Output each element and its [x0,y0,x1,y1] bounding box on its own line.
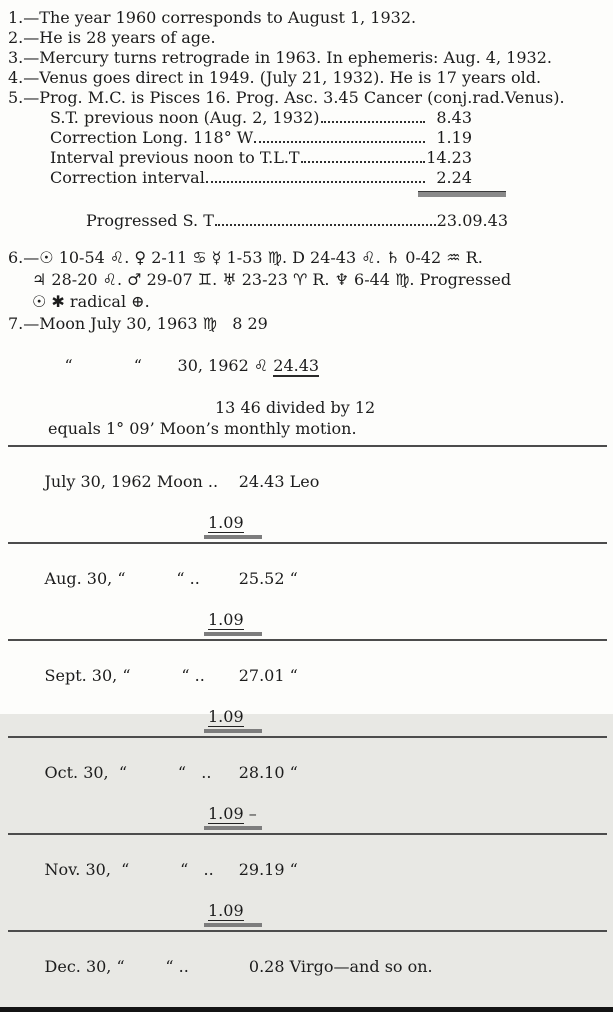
row-value: 29.19 [238,860,285,879]
motion-underline-bar [204,632,262,636]
planet-positions-line-1: 6.—☉ 10-54 ♌. ♀ 2-11 ♋ ☿ 1-53 ♍. D 24-43 ♌. ♄ 0-42 ♒ R. [8,248,483,267]
row-motion: 1.09 [208,707,244,726]
progressed-st-line [86,211,508,231]
row-sign: “ [284,666,298,685]
moon-1963-line: 7.—Moon July 30, 1963 ♍ 8 29 [8,314,268,333]
list-item-2: 2.—He is 28 years of age. [8,28,216,47]
row-sign: Leo [284,472,320,491]
dotted-leader [206,181,425,183]
dotted-leader [254,141,425,143]
table-row-october [8,738,607,835]
row-motion: 1.09 [208,901,244,920]
table-row-july [8,447,607,544]
row-motion: 1.09 [208,513,244,532]
dotted-leader [301,161,425,163]
moon-1962-value: 24.43 [273,356,320,375]
table-row-august [8,544,607,641]
motion-underline-bar [204,729,262,733]
row-motion: 1.09 [208,610,244,629]
row-value: 24.43 [238,472,285,491]
row-value: 28.10 [238,763,285,782]
row-value: 25.52 [238,569,285,588]
row-value: 0.28 [248,957,285,976]
st-line [50,128,472,148]
st-value: 2.24 [436,168,472,187]
st-result-label: Progressed S. T [86,211,214,230]
st-value: 8.43 [436,108,472,127]
row-date: Nov. 30, “ “ .. [44,860,214,879]
row-date: July 30, 1962 Moon .. [44,472,219,491]
st-label: Correction interval [50,168,205,187]
st-line [50,108,472,128]
list-item-1: 1.—The year 1960 corresponds to August 1, 1932. [8,8,417,27]
moon-1962-prefix: “ “ 30, 1962 ♌ [64,356,274,375]
motion-underline-bar [204,535,262,539]
st-label: S.T. previous noon (Aug. 2, 1932) [50,108,320,127]
st-value: 1.19 [436,128,472,147]
table-row-december [8,932,607,998]
st-value: 14.23 [426,148,472,167]
row-sign: Virgo—and so on. [284,957,433,976]
row-suffix: – [243,804,257,823]
row-date: Aug. 30, “ “ .. [44,569,200,588]
motion-underline-bar [204,923,262,927]
table-row-september [8,641,607,738]
monthly-motion-line: equals 1° 09’ Moon’s monthly motion. [48,419,357,438]
planet-positions-line-3: ☉ ✱ radical ⊕. [32,292,150,311]
list-item-7-moon-calculation [8,313,607,439]
page-bottom-rule [0,1007,613,1012]
moon-1962-line [8,334,607,397]
list-item-3: 3.—Mercury turns retrograde in 1963. In ephemeris: Aug. 4, 1932. [8,48,552,67]
st-line [50,148,472,168]
st-label: Interval previous noon to T.L.T [50,148,300,167]
division-line: 13 46 divided by 12 [215,398,376,417]
dotted-leader [215,224,436,226]
row-date: Dec. 30, “ “ .. [44,957,189,976]
list-item-4: 4.—Venus goes direct in 1949. (July 21, 1932). He is 17 years old. [8,68,542,87]
list-item-5: 5.—Prog. M.C. is Pisces 16. Prog. Asc. 3.45 Cancer (conj.rad.Venus). [8,88,565,107]
st-line [50,168,472,188]
table-row-november [8,835,607,932]
sidereal-time-block [50,108,472,197]
planet-positions-line-2: ♃ 28-20 ♌. ♂ 29-07 ♊. ♅ 23-23 ♈ R. ♆ 6-44 ♍. Progressed [32,270,512,289]
dotted-leader [321,121,425,123]
st-result-value: 23.09.43 [436,211,508,230]
total-underline-bar [418,191,506,197]
row-sign: “ [284,860,298,879]
motion-underline-bar [204,826,262,830]
row-sign: “ [284,763,298,782]
row-date: Sept. 30, “ “ .. [44,666,205,685]
row-value: 27.01 [238,666,285,685]
row-date: Oct. 30, “ “ .. [44,763,212,782]
row-motion: 1.09 [208,804,244,823]
list-item-6-planet-positions [8,247,607,313]
st-label: Correction Long. 118° W [50,128,254,147]
row-sign: “ [284,569,298,588]
